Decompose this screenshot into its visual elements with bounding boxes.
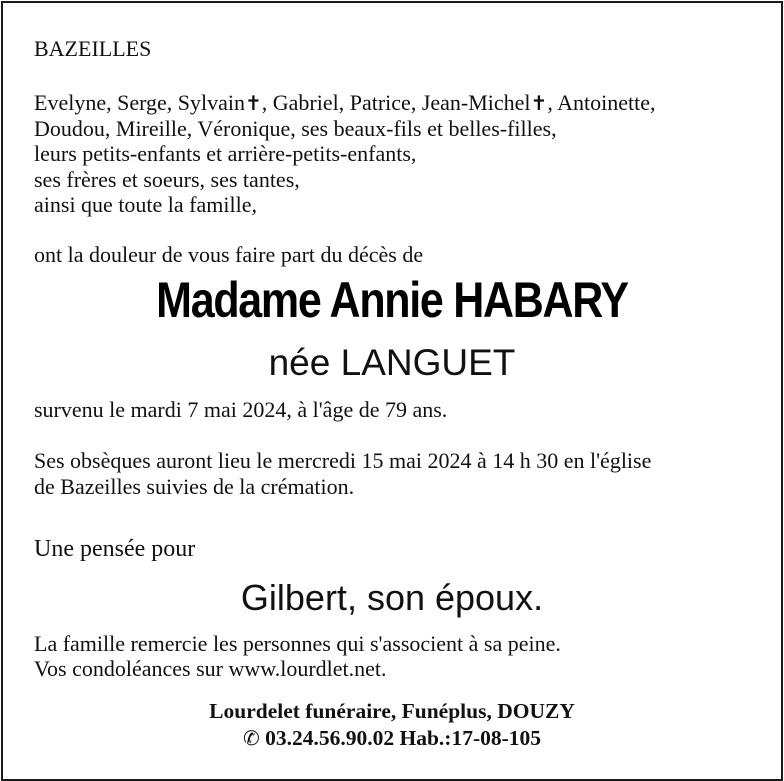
thought-intro: Une pensée pour [34,536,196,562]
funeral-home-phone [3,725,781,751]
town-name: BAZEILLES [34,36,152,61]
thanks-line-1: La famille remercie les personnes qui s'associent à sa peine. [34,631,561,656]
family-names-part-c: , Antoinette, [547,90,656,115]
cross-icon: ✝ [530,91,548,115]
spouse-name: Gilbert, son époux. [240,577,544,618]
cross-icon: ✝ [245,91,262,115]
family-line-5: ainsi que toute la famille, [34,192,257,217]
funeral-line-2: de Bazeilles suivies de la crémation. [34,474,355,499]
family-line-3: leurs petits-enfants et arrière-petits-enfants, [34,141,417,166]
family-line-2: Doudou, Mireille, Véronique, ses beaux-fils et belles-filles, [34,116,557,141]
phone-icon: ✆ [242,726,260,750]
thanks-line-2: Vos condoléances sur www.lourdlet.net. [34,656,387,681]
phone-number: 03.24.56.90.02 Hab.:17-08-105 [265,726,542,750]
death-info: survenu le mardi 7 mai 2024, à l'âge de 79 ans. [34,397,448,422]
funeral-home-name: Lourdelet funéraire, Funéplus, DOUZY [209,699,575,723]
family-line-1 [34,90,655,117]
funeral-line-1: Ses obsèques auront lieu le mercredi 15 mai 2024 à 14 h 30 en l'église [34,448,652,473]
announcement-text: ont la douleur de vous faire part du décès de [34,242,424,267]
deceased-name: Madame Annie HABARY [156,272,628,328]
family-line-4: ses frères et soeurs, ses tantes, [34,167,300,192]
family-names-part-b: , Gabriel, Patrice, Jean-Michel [261,90,531,115]
obituary-notice [1,1,783,781]
maiden-name: née LANGUET [268,342,516,383]
family-names-part-a: Evelyne, Serge, Sylvain [34,90,245,115]
